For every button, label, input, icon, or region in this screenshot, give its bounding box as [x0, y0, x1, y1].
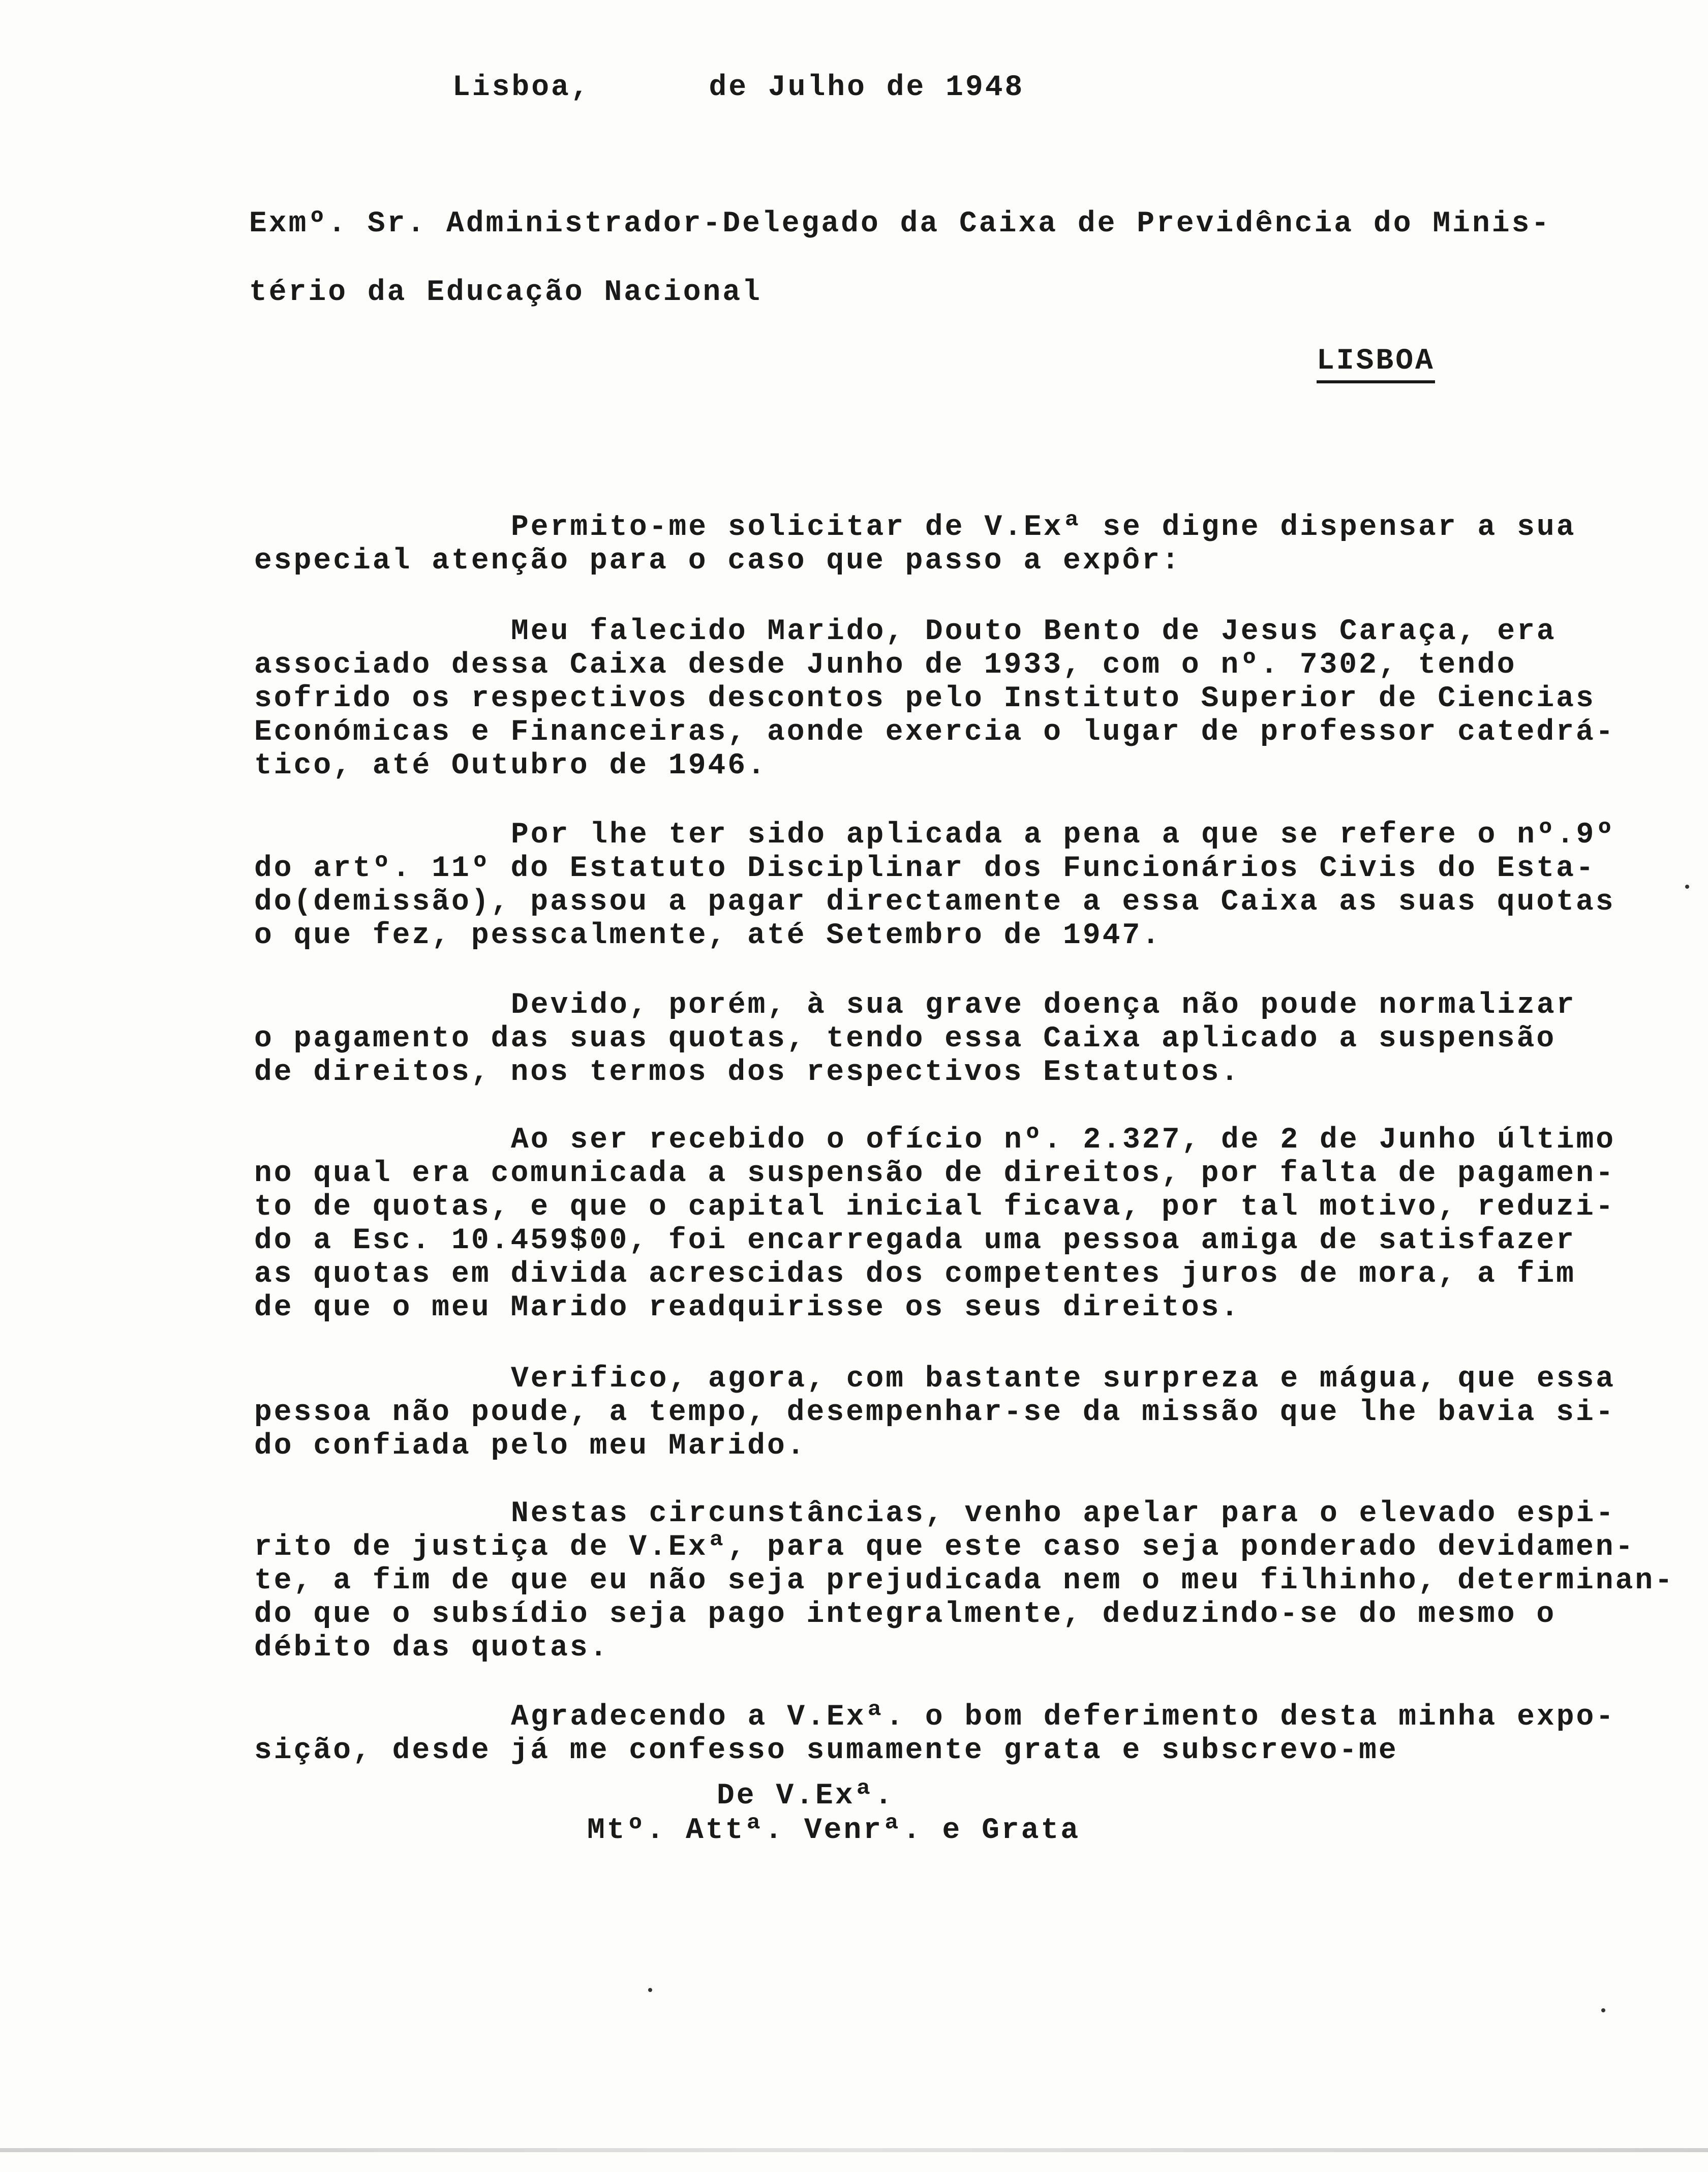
paragraph-line: Por lhe ter sido aplicada a pena a que se refere o nº.9º — [511, 819, 1616, 852]
date-line: Lisboa, de Julho de 1948 — [452, 71, 1025, 104]
addressee-city: LISBOA — [1317, 345, 1435, 383]
paragraph-line: Permito-me solicitar de V.Exª se digne dispensar a sua — [511, 511, 1576, 544]
paragraph-line: Nestas circunstâncias, venho apelar para o elevado espi- — [511, 1497, 1616, 1530]
paragraph-line: tico, até Outubro de 1946. — [254, 749, 767, 782]
paragraph-line: te, a fim de que eu não seja prejudicada nem o meu filhinho, determinan- — [254, 1564, 1675, 1597]
paragraph-line: Verifico, agora, com bastante surpreza e mágua, que essa — [511, 1363, 1616, 1396]
closing-line-1: De V.Exª. — [717, 1779, 895, 1813]
paragraph-line: do a Esc. 10.459$00, foi encarregada uma pessoa amiga de satisfazer — [254, 1224, 1576, 1257]
scan-edge-line — [0, 2148, 1708, 2152]
paragraph-line: Devido, porém, à sua grave doença não poude normalizar — [511, 989, 1576, 1022]
paragraph-line: do que o subsídio seja pago integralmente, deduzindo-se do mesmo o — [254, 1598, 1557, 1631]
ink-speck — [1685, 885, 1689, 889]
paragraph-line: as quotas em divida acrescidas dos competentes juros de mora, a fim — [254, 1258, 1576, 1291]
paragraph-2 — [254, 615, 1647, 783]
paragraph-1 — [254, 511, 1647, 578]
paragraph-line: de direitos, nos termos dos respectivos Estatutos. — [254, 1056, 1241, 1089]
paragraph-line: do(demissão), passou a pagar directamente a essa Caixa as suas quotas — [254, 886, 1615, 919]
paragraph-6 — [254, 1363, 1647, 1463]
paragraph-line: Ao ser recebido o ofício nº. 2.327, de 2 de Junho último — [511, 1124, 1616, 1157]
paragraph-line: sição, desde já me confesso sumamente grata e subscrevo-me — [254, 1734, 1398, 1767]
addressee-line-2: tério da Educação Nacional — [249, 276, 762, 309]
paragraph-3 — [254, 819, 1647, 953]
paragraph-line: débito das quotas. — [254, 1632, 609, 1665]
paragraph-7 — [254, 1497, 1675, 1665]
paragraph-line: o pagamento das suas quotas, tendo essa Caixa aplicado a suspensão — [254, 1022, 1557, 1055]
paragraph-line: de que o meu Marido readquirisse os seus direitos. — [254, 1291, 1241, 1324]
ink-speck — [648, 1988, 652, 1992]
paragraph-line: especial atenção para o caso que passo a expôr: — [254, 545, 1181, 578]
paragraph-line: associado dessa Caixa desde Junho de 1933, com o nº. 7302, tendo — [254, 649, 1517, 682]
paragraph-line: to de quotas, e que o capital inicial ficava, por tal motivo, reduzi- — [254, 1191, 1615, 1224]
paragraph-4 — [254, 989, 1647, 1090]
paragraph-line: rito de justiça de V.Exª, para que este caso seja ponderado devidamen- — [254, 1531, 1635, 1564]
ink-speck — [1601, 2008, 1605, 2012]
paragraph-line: sofrido os respectivos descontos pelo Instituto Superior de Ciencias — [254, 682, 1596, 715]
paragraph-line: Meu falecido Marido, Douto Bento de Jesus Caraça, era — [511, 615, 1557, 648]
paragraph-line: o que fez, pesscalmente, até Setembro de 1947. — [254, 919, 1162, 952]
paragraph-line: Agradecendo a V.Exª. o bom deferimento desta minha expo- — [511, 1701, 1616, 1734]
closing-line-2: Mtº. Attª. Venrª. e Grata — [587, 1814, 1081, 1847]
paragraph-8 — [254, 1701, 1647, 1768]
paragraph-line: no qual era comunicada a suspensão de direitos, por falta de pagamen- — [254, 1157, 1615, 1190]
paragraph-line: do artº. 11º do Estatuto Disciplinar dos Funcionários Civis do Esta- — [254, 852, 1596, 885]
paragraph-line: Económicas e Financeiras, aonde exercia o lugar de professor catedrá- — [254, 716, 1615, 749]
paragraph-line: pessoa não poude, a tempo, desempenhar-se da missão que lhe bavia si- — [254, 1396, 1615, 1429]
paragraph-line: do confiada pelo meu Marido. — [254, 1430, 807, 1463]
paragraph-5 — [254, 1124, 1647, 1325]
addressee-line-1: Exmº. Sr. Administrador-Delegado da Caixa de Previdência do Minis- — [249, 207, 1551, 240]
